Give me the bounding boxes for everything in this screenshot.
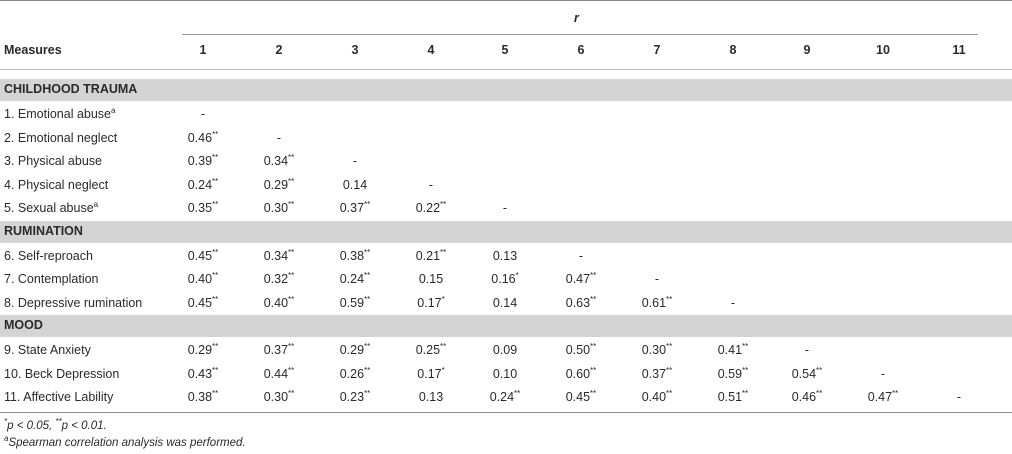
table-cell <box>201 106 205 122</box>
cell-value: 0.43 <box>187 366 213 381</box>
table-cell <box>264 366 295 382</box>
row-label <box>4 342 91 358</box>
table-cell <box>188 248 219 264</box>
table-cell <box>264 342 295 358</box>
table-cell <box>957 389 961 405</box>
footnote-a-text: Spearman correlation analysis was performed. <box>8 437 246 449</box>
table-cell <box>881 366 885 382</box>
significance-marker: ** <box>212 200 219 209</box>
cell-value: 0.26 <box>339 366 365 381</box>
footnote-star2: ** <box>55 417 62 426</box>
significance-marker: ** <box>364 247 371 257</box>
table-top-rule <box>0 0 1012 1</box>
cell-value: 0.29 <box>339 343 365 357</box>
cell-value: - <box>654 272 660 286</box>
row-label <box>4 295 142 311</box>
cell-value: 0.15 <box>418 272 444 286</box>
significance-marker: ** <box>742 342 749 351</box>
column-header: 8 <box>729 43 737 57</box>
cell-value: 0.25 <box>415 343 441 357</box>
table-cell <box>188 130 219 146</box>
cell-value: 0.37 <box>339 201 365 215</box>
table-cell <box>566 366 597 382</box>
cell-value: - <box>578 248 584 263</box>
significance-marker: ** <box>590 389 597 398</box>
significance-marker: ** <box>288 271 295 280</box>
table-cell <box>417 295 444 311</box>
table-bottom-rule <box>0 412 1012 413</box>
cell-value: 0.46 <box>791 390 817 404</box>
footnote-a-sup: a <box>4 434 9 443</box>
section-header <box>0 221 1012 243</box>
column-header: 10 <box>876 43 890 57</box>
table-cell <box>264 177 295 193</box>
table-cell <box>493 295 517 311</box>
cell-value: 0.40 <box>263 295 289 310</box>
cell-value: 0.30 <box>263 201 289 215</box>
column-header: 4 <box>427 43 435 57</box>
cell-value: 0.45 <box>565 390 591 404</box>
table-cell <box>642 366 673 382</box>
table-cell <box>188 177 219 193</box>
cell-value: 0.34 <box>263 248 289 263</box>
table-cell <box>188 342 219 358</box>
cell-value: 0.32 <box>263 272 289 286</box>
significance-marker: ** <box>212 129 219 139</box>
table-cell <box>493 342 517 358</box>
table-cell <box>718 366 749 382</box>
cell-value: 0.45 <box>187 295 213 310</box>
significance-marker: ** <box>288 247 295 257</box>
significance-marker: ** <box>590 342 597 351</box>
cell-value: 0.35 <box>187 201 213 215</box>
table-cell <box>340 295 371 311</box>
table-cell <box>566 342 597 358</box>
cell-value: 0.29 <box>187 343 213 357</box>
table-cell <box>353 153 357 169</box>
column-header: 9 <box>803 43 811 57</box>
table-cell <box>340 271 371 287</box>
table-cell <box>188 271 219 287</box>
significance-marker: ** <box>816 365 823 375</box>
cell-value: 0.17 <box>417 366 442 381</box>
significance-marker: ** <box>288 342 295 351</box>
cell-value: 0.24 <box>187 177 213 192</box>
table-cell <box>416 342 447 358</box>
significance-marker: ** <box>364 294 371 304</box>
column-header: 1 <box>199 43 207 57</box>
significance-marker: ** <box>666 294 673 304</box>
table-cell <box>429 177 433 193</box>
cell-value: 0.50 <box>565 343 591 357</box>
row-label-text: 5. Sexual abuse <box>4 201 94 215</box>
column-header: 2 <box>275 43 283 57</box>
cell-value: 0.40 <box>641 390 667 404</box>
significance-marker: ** <box>440 342 447 351</box>
cell-value: 0.24 <box>489 390 515 404</box>
table-cell <box>188 295 219 311</box>
section-title: CHILDHOOD TRAUMA <box>4 82 138 96</box>
cell-value: 0.14 <box>342 177 368 192</box>
column-header: 7 <box>653 43 661 57</box>
row-label-text: 8. Depressive rumination <box>4 295 143 310</box>
significance-marker: ** <box>440 247 447 257</box>
significance-marker: ** <box>212 365 219 375</box>
cell-value: 0.59 <box>717 366 743 381</box>
table-cell <box>642 342 673 358</box>
row-label-sup: a <box>93 200 99 209</box>
measures-header: Measures <box>4 43 62 57</box>
table-cell <box>718 389 749 405</box>
significance-marker: ** <box>590 365 597 375</box>
r-span-rule <box>182 34 978 35</box>
cell-value: 0.46 <box>187 130 213 145</box>
cell-value: 0.30 <box>263 390 289 404</box>
table-cell <box>792 366 823 382</box>
table-cell <box>493 248 517 264</box>
cell-value: 0.59 <box>339 295 365 310</box>
cell-value: 0.38 <box>339 248 365 263</box>
table-cell <box>419 271 443 287</box>
table-cell <box>805 342 809 358</box>
section-title: MOOD <box>4 318 43 332</box>
cell-value: 0.44 <box>263 366 289 381</box>
table-cell <box>188 153 219 169</box>
r-header: r <box>574 11 579 25</box>
cell-value: 0.30 <box>641 343 667 357</box>
significance-marker: ** <box>590 271 597 280</box>
cell-value: 0.63 <box>565 295 591 310</box>
table-cell <box>340 248 371 264</box>
significance-marker: ** <box>816 389 823 398</box>
significance-marker: * <box>441 294 445 304</box>
cell-value: - <box>428 177 434 192</box>
cell-value: 0.34 <box>263 154 289 168</box>
cell-value: 0.13 <box>492 248 518 263</box>
cell-value: 0.37 <box>263 343 289 357</box>
significance-marker: ** <box>364 271 371 280</box>
row-label-text: 6. Self-reproach <box>4 248 93 263</box>
column-header: 3 <box>351 43 359 57</box>
cell-value: 0.61 <box>641 295 667 310</box>
cell-value: - <box>956 390 962 404</box>
row-label <box>4 130 117 146</box>
section-header <box>0 79 1012 101</box>
cell-value: 0.14 <box>492 295 518 310</box>
table-cell <box>493 366 517 382</box>
table-cell <box>503 200 507 216</box>
significance-marker: ** <box>364 365 371 375</box>
significance-marker: ** <box>288 176 295 186</box>
cell-value: - <box>880 366 886 381</box>
significance-marker: ** <box>666 365 673 375</box>
row-label-sup: a <box>111 106 116 115</box>
cell-value: - <box>502 201 508 215</box>
column-header: 5 <box>501 43 509 57</box>
significance-marker: ** <box>212 389 219 398</box>
significance-marker: ** <box>288 365 295 375</box>
cell-value: 0.29 <box>263 177 289 192</box>
cell-value: 0.16 <box>491 272 516 286</box>
row-label <box>4 271 99 287</box>
table-cell <box>416 248 447 264</box>
footnote-star1: * <box>4 417 8 426</box>
row-label <box>4 177 108 193</box>
cell-value: 0.47 <box>867 390 893 404</box>
cell-value: - <box>730 295 736 310</box>
table-cell <box>718 342 749 358</box>
cell-value: 0.37 <box>641 366 667 381</box>
significance-marker: ** <box>514 389 521 398</box>
significance-marker: ** <box>288 200 295 209</box>
row-label-text: 3. Physical abuse <box>4 154 102 168</box>
cell-value: - <box>200 107 206 121</box>
row-label-text: 4. Physical neglect <box>4 177 109 192</box>
significance-marker: * <box>515 271 519 280</box>
row-label-text: 10. Beck Depression <box>4 366 120 381</box>
significance-marker: ** <box>892 389 899 398</box>
table-cell <box>792 389 823 405</box>
significance-marker: ** <box>742 389 749 398</box>
cell-value: 0.10 <box>492 366 518 381</box>
significance-marker: ** <box>288 294 295 304</box>
row-label-text: 1. Emotional abuse <box>4 107 112 121</box>
significance-marker: ** <box>590 294 597 304</box>
cell-value: 0.54 <box>791 366 817 381</box>
cell-value: - <box>804 343 810 357</box>
footnote-text2: p < 0.01. <box>61 420 107 432</box>
table-cell <box>277 130 281 146</box>
table-cell <box>340 366 371 382</box>
row-label <box>4 366 119 382</box>
footnote-significance <box>4 417 107 432</box>
cell-value: 0.24 <box>339 272 365 286</box>
cell-value: 0.22 <box>415 201 441 215</box>
table-cell <box>579 248 583 264</box>
cell-value: 0.47 <box>565 272 591 286</box>
significance-marker: ** <box>666 389 673 398</box>
cell-value: 0.13 <box>418 390 444 404</box>
table-cell <box>264 200 295 216</box>
table-cell <box>343 177 367 193</box>
table-cell <box>419 389 443 405</box>
significance-marker: ** <box>212 271 219 280</box>
row-label-text: 11. Affective Lability <box>4 390 114 404</box>
section-title: RUMINATION <box>4 223 83 238</box>
table-cell <box>264 389 295 405</box>
table-cell <box>188 366 219 382</box>
table-cell <box>340 342 371 358</box>
cell-value: 0.17 <box>417 295 442 310</box>
footnote-spearman <box>4 434 246 449</box>
cell-value: 0.39 <box>187 154 213 168</box>
significance-marker: ** <box>742 365 749 375</box>
significance-marker: ** <box>212 176 219 186</box>
row-label <box>4 106 115 122</box>
significance-marker: ** <box>212 294 219 304</box>
significance-marker: ** <box>288 389 295 398</box>
table-cell <box>566 389 597 405</box>
row-label-text: 2. Emotional neglect <box>4 130 118 145</box>
significance-marker: * <box>441 365 445 375</box>
table-cell <box>642 389 673 405</box>
cell-value: 0.41 <box>717 343 743 357</box>
table-cell <box>642 295 673 311</box>
cell-value: 0.09 <box>492 343 518 357</box>
header-bottom-rule <box>0 69 1012 70</box>
table-cell <box>566 295 597 311</box>
table-cell <box>340 200 371 216</box>
significance-marker: ** <box>364 389 371 398</box>
row-label-text: 9. State Anxiety <box>4 343 91 357</box>
table-cell <box>264 248 295 264</box>
cell-value: - <box>276 130 282 145</box>
table-cell <box>868 389 899 405</box>
footnote-text1: p < 0.05, <box>7 420 56 432</box>
cell-value: 0.60 <box>565 366 591 381</box>
significance-marker: ** <box>666 342 673 351</box>
cell-value: 0.38 <box>187 390 213 404</box>
table-cell <box>264 295 295 311</box>
cell-value: 0.51 <box>717 390 743 404</box>
table-cell <box>416 200 447 216</box>
table-cell <box>340 389 371 405</box>
significance-marker: ** <box>364 200 371 209</box>
table-cell <box>188 389 219 405</box>
cell-value: 0.23 <box>339 390 365 404</box>
row-label <box>4 248 93 264</box>
table-cell <box>264 271 295 287</box>
significance-marker: ** <box>440 200 447 209</box>
significance-marker: ** <box>364 342 371 351</box>
table-cell <box>655 271 659 287</box>
column-header: 6 <box>577 43 585 57</box>
row-label-text: 7. Contemplation <box>4 272 99 286</box>
cell-value: 0.40 <box>187 272 213 286</box>
significance-marker: ** <box>212 247 219 257</box>
significance-marker: ** <box>288 153 295 162</box>
table-cell <box>188 200 219 216</box>
table-cell <box>490 389 521 405</box>
table-cell <box>731 295 735 311</box>
cell-value: 0.21 <box>415 248 441 263</box>
row-label <box>4 389 113 405</box>
cell-value: - <box>352 154 358 168</box>
table-cell <box>417 366 444 382</box>
column-header: 11 <box>952 43 966 57</box>
significance-marker: ** <box>212 153 219 162</box>
section-header <box>0 315 1012 337</box>
row-label <box>4 153 102 169</box>
row-label <box>4 200 98 216</box>
table-cell <box>264 153 295 169</box>
table-cell <box>491 271 518 287</box>
cell-value: 0.45 <box>187 248 213 263</box>
table-cell <box>566 271 597 287</box>
significance-marker: ** <box>212 342 219 351</box>
